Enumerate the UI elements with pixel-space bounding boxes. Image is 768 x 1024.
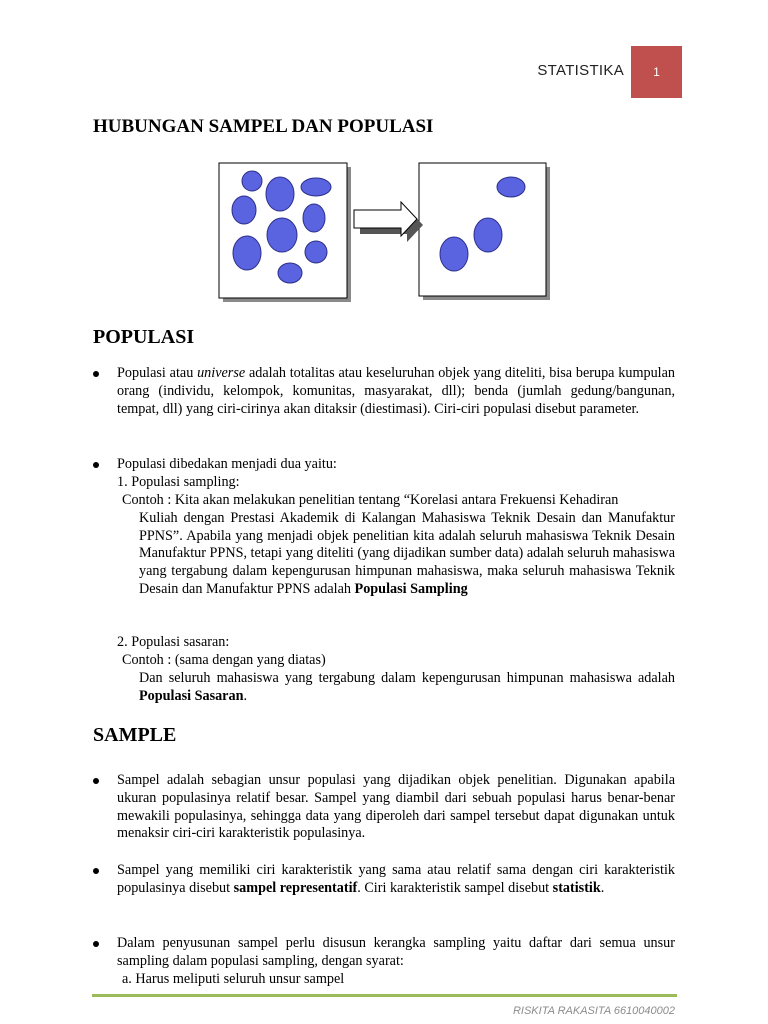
arrow-shadow (360, 208, 423, 242)
bullet-icon (93, 462, 99, 468)
population-box-shadow (223, 167, 351, 302)
footer-author: RISKITA RAKASITA 6610040002 (512, 1005, 675, 1017)
sampling-frame-text: Dalam penyusunan sampel perlu disusun kerangka sampling yaitu daftar dari semua unsur sampling dalam populasi sampling, dengan syarat: (117, 935, 675, 969)
population-ellipse (278, 263, 302, 283)
sample-ellipse (440, 237, 468, 271)
sample-representatif: Sampel yang memiliki ciri karakteristik yang sama atau relatif sama dengan ciri karakteristik populasinya disebut sampel representatif. Ciri karakteristik sampel disebut statistik. (117, 862, 675, 896)
population-ellipse (232, 196, 256, 224)
footer-divider (92, 994, 677, 997)
population-box (219, 163, 347, 298)
bullet-icon (93, 778, 99, 784)
populasi-definition: Populasi atau universe adalah totalitas atau keseluruhan objek yang diteliti, bisa berupa kumpulan orang (individu, kelompok, komunitas, masyarakat, dll); benda (jumlah gedung/bangunan, tempat, dll) yang ciri-cirinya akan ditaksir (diestimasi). Ciri-ciri populasi disebut parameter. (117, 365, 675, 417)
sample-ellipse (497, 177, 525, 197)
header-title: STATISTIKA (537, 62, 624, 79)
bullet-icon (93, 868, 99, 874)
population-ellipse (305, 241, 327, 263)
bullet-icon (93, 941, 99, 947)
list-item-populasi-sampling: 1. Populasi sampling: (117, 474, 240, 490)
sample-definition: Sampel adalah sebagian unsur populasi yang dijadikan objek penelitian. Digunakan apabila ukuran populasinya relatif besar. Sampel yang diambil dari sebuah populasi harus benar-benar mewakili populasinya, sehingga data yang diperoleh dari sampel tersebut dapat digunakan untuk menaksir ciri-ciri karakteristik populasinya. (117, 772, 675, 842)
sample-heading: SAMPLE (93, 724, 177, 746)
populasi-types-intro: Populasi dibedakan menjadi dua yaitu: (117, 456, 337, 472)
main-title: HUBUNGAN SAMPEL DAN POPULASI (93, 116, 434, 137)
population-ellipse (267, 218, 297, 252)
bullet-icon (93, 371, 99, 377)
arrow-right-icon (354, 202, 417, 236)
population-ellipse (303, 204, 325, 232)
populasi-heading: POPULASI (93, 326, 195, 348)
sample-ellipse (474, 218, 502, 252)
population-ellipse (233, 236, 261, 270)
population-ellipse (301, 178, 331, 196)
sample-box (419, 163, 546, 296)
list-item-populasi-sasaran: 2. Populasi sasaran: (117, 634, 230, 650)
population-ellipse (266, 177, 294, 211)
contoh-populasi-sampling: Contoh : Kita akan melakukan penelitian tentang “Korelasi antara Frekuensi Kehadiran Kuliah dengan Prestasi Akademik di Kalangan Mahasiswa Teknik Desain dan Manufaktur PPNS”. Apabila yang menjadi objek penelitian kita adalah seluruh mahasiswa Teknik Desain Manufaktur PPNS, tetapi yang diteliti (yang dijadikan sumber data) adalah seluruh mahasiswa yang tergabung dalam kepengurusan himpunan mahasiswa, maka seluruh mahasiswa Teknik Desain dan Manufaktur PPNS adalah Populasi Sampling (122, 492, 675, 597)
contoh-populasi-sasaran: Contoh : (sama dengan yang diatas) Dan seluruh mahasiswa yang tergabung dalam kepengurusan himpunan mahasiswa adalah Populasi Sasaran. (122, 652, 675, 704)
sample-box-shadow (423, 167, 550, 300)
population-ellipse (242, 171, 262, 191)
page-number-badge: 1 (631, 46, 682, 98)
list-item-syarat-a: a. Harus meliputi seluruh unsur sampel (122, 971, 345, 987)
